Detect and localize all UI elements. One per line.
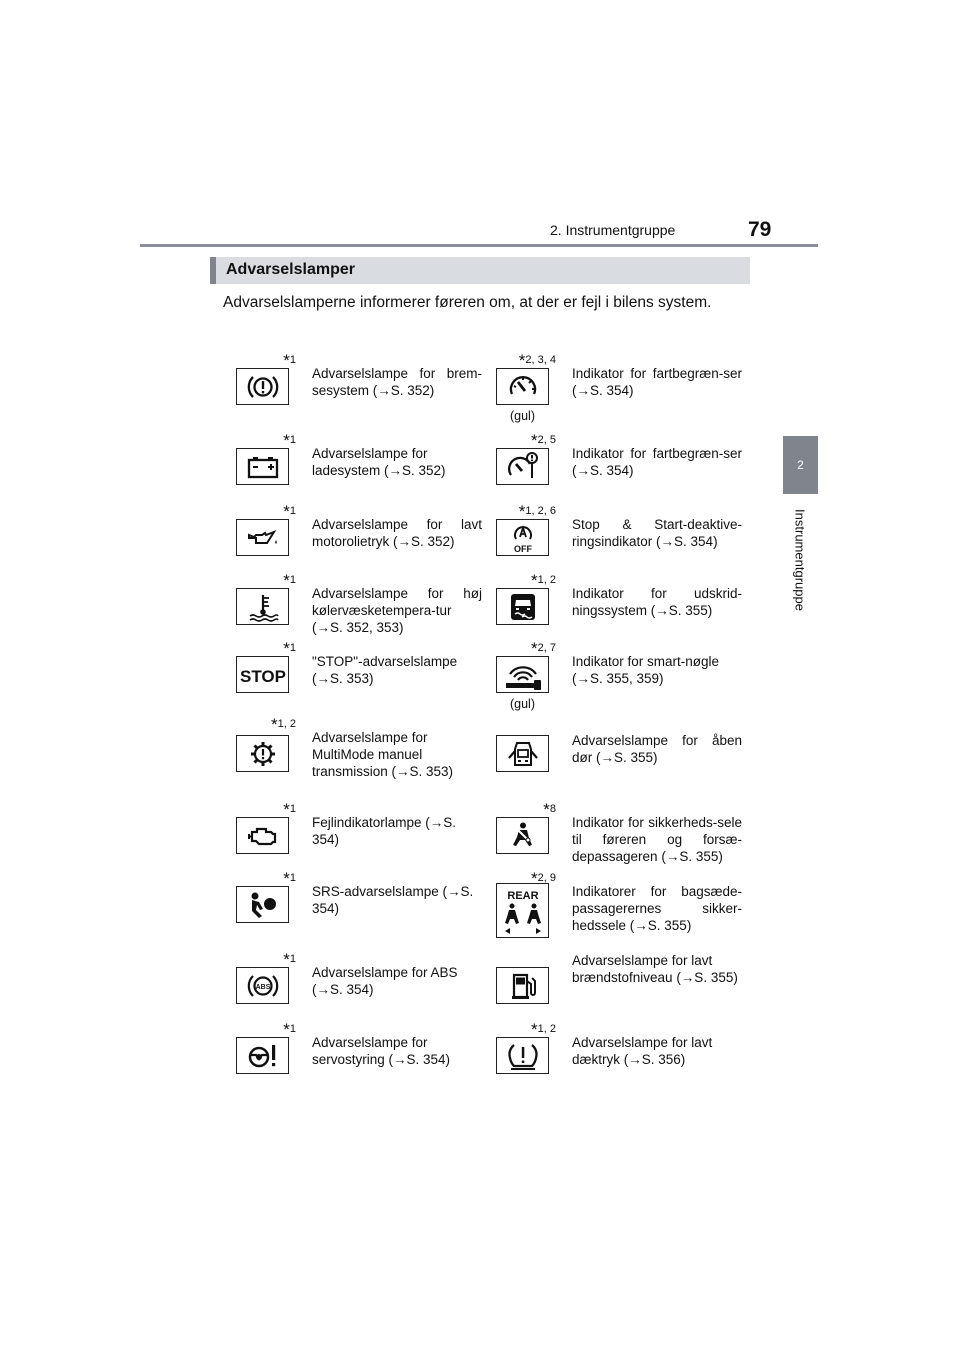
- list-item-oil: [236, 502, 486, 582]
- color-note: (gul): [509, 409, 535, 423]
- item-description: Indikatorer for bagsæde-passagerernes sikker-hedssele (→S. 355): [572, 884, 742, 933]
- coolant-temperature-icon: [236, 588, 289, 625]
- item-description: Indikator for smart-nøgle (→S. 355, 359): [572, 654, 720, 686]
- list-item-stop: [236, 639, 486, 719]
- page-number: 79: [748, 218, 772, 241]
- item-description: Advarselslampe for lavt motorolietryk (→S. 352): [312, 517, 482, 549]
- section-intro: Advarselslamperne informerer føreren om, at der er fejl i bilens system.: [223, 294, 712, 311]
- footnote-mark: *2, 9: [531, 869, 556, 888]
- list-item-speed-limiter: [496, 351, 746, 431]
- smart-key-icon: [496, 656, 549, 693]
- item-description: Stop & Start-deaktive-ringsindikator (→S. 354): [572, 517, 742, 549]
- chapter-label: [778, 500, 822, 620]
- fuel-level-icon: [496, 967, 549, 1004]
- item-description: Fejlindikatorlampe (→S. 354): [312, 815, 457, 847]
- footnote-mark: *1: [283, 1020, 296, 1039]
- brake-warning-icon: [236, 368, 289, 405]
- item-description: "STOP"-advarselslampe (→S. 353): [312, 654, 458, 686]
- list-item-speed-limiter-2: [496, 431, 746, 511]
- footnote-mark: *1, 2: [531, 571, 556, 590]
- footnote-mark: *1: [283, 431, 296, 450]
- footnote-mark: *1: [283, 950, 296, 969]
- footnote-mark: *1: [283, 502, 296, 521]
- item-description: Advarselslampe for lavt brændstofniveau (→S. 355): [572, 953, 738, 985]
- rear-seatbelt-icon: [496, 883, 549, 938]
- list-item-malfunction: [236, 800, 486, 880]
- footnote-mark: *2, 3, 4: [518, 351, 556, 370]
- footnote-mark: *1: [283, 869, 296, 888]
- item-description: Advarselslampe for brem-sesystem (→S. 352): [312, 366, 482, 398]
- speed-limiter-icon: [496, 368, 549, 405]
- item-description: SRS-advarselslampe (→S. 354): [312, 884, 474, 916]
- open-door-icon: [496, 735, 549, 772]
- list-item-brake: [236, 351, 486, 431]
- srs-airbag-icon: [236, 886, 289, 923]
- footnote-mark: *1, 2, 6: [518, 502, 556, 521]
- list-item-abs: [236, 950, 486, 1030]
- chapter-tab: 2: [783, 436, 818, 494]
- item-description: Advarselslampe for ladesystem (→S. 352): [312, 446, 446, 478]
- list-item-stop-start: [496, 502, 746, 582]
- section-title: Advarselslamper: [226, 261, 355, 278]
- battery-icon: [236, 448, 289, 485]
- color-note: (gul): [509, 697, 535, 711]
- speed-limiter-warning-icon: [496, 448, 549, 485]
- section-band-accent: [210, 257, 216, 284]
- list-item-seatbelt: [496, 800, 746, 880]
- seatbelt-icon: [496, 817, 549, 854]
- item-description: Indikator for udskrid-ningssystem (→S. 355): [572, 586, 742, 618]
- oil-pressure-icon: [236, 519, 289, 556]
- list-item-open-door: [496, 718, 746, 798]
- list-item-fuel: [496, 950, 746, 1030]
- item-description: Advarselslampe for høj kølervæsketempera-tur (→S. 352, 353): [312, 586, 482, 635]
- abs-icon: [236, 967, 289, 1004]
- footnote-mark: *1: [283, 800, 296, 819]
- footnote-mark: *8: [543, 800, 556, 819]
- list-item-multimode: [236, 715, 486, 805]
- stop-start-off-icon: [496, 519, 549, 556]
- footnote-mark: *2, 5: [531, 431, 556, 450]
- footnote-mark: *1: [283, 639, 296, 658]
- footnote-mark: *1: [283, 351, 296, 370]
- list-item-steering: [236, 1020, 486, 1100]
- svg-text:ABS: ABS: [255, 983, 270, 991]
- item-description: Indikator for sikkerheds-sele til føreren og forsæ-depassageren (→S. 355): [572, 815, 742, 864]
- item-description: Indikator for fartbegræn-ser (→S. 354): [572, 446, 742, 478]
- tire-pressure-icon: [496, 1037, 549, 1074]
- header-section-title: 2. Instrumentgruppe: [550, 222, 676, 238]
- list-item-rear-seatbelt: [496, 869, 746, 959]
- item-description: Advarselslampe for servostyring (→S. 354): [312, 1035, 451, 1067]
- item-description: Advarselslampe for åben dør (→S. 355): [572, 733, 742, 765]
- transmission-gear-icon: [236, 735, 289, 772]
- list-item-tire-pressure: [496, 1020, 746, 1100]
- list-item-smart-key: [496, 639, 746, 719]
- chapter-label-text: Instrumentgruppe: [792, 509, 808, 611]
- item-description: Indikator for fartbegræn-ser (→S. 354): [572, 366, 742, 398]
- list-item-srs: [236, 869, 486, 949]
- footnote-mark: *1: [283, 571, 296, 590]
- engine-check-icon: [236, 817, 289, 854]
- item-description: Advarselslampe for lavt dæktryk (→S. 356): [572, 1035, 713, 1067]
- svg-text:REAR: REAR: [506, 889, 539, 902]
- footnote-mark: *2, 7: [531, 639, 556, 658]
- stop-icon: [236, 656, 289, 693]
- power-steering-icon: [236, 1037, 289, 1074]
- item-description: Advarselslampe for MultiMode manuel transmission (→S. 353): [312, 730, 454, 779]
- svg-text:OFF: OFF: [513, 543, 532, 554]
- item-description: Advarselslampe for ABS (→S. 354): [312, 965, 458, 997]
- header-divider: [140, 244, 818, 247]
- list-item-charging: [236, 431, 486, 511]
- footnote-mark: *1, 2: [531, 1020, 556, 1039]
- footnote-mark: *1, 2: [271, 715, 296, 734]
- svg-text:STOP: STOP: [239, 666, 286, 686]
- slip-indicator-icon: [496, 588, 549, 625]
